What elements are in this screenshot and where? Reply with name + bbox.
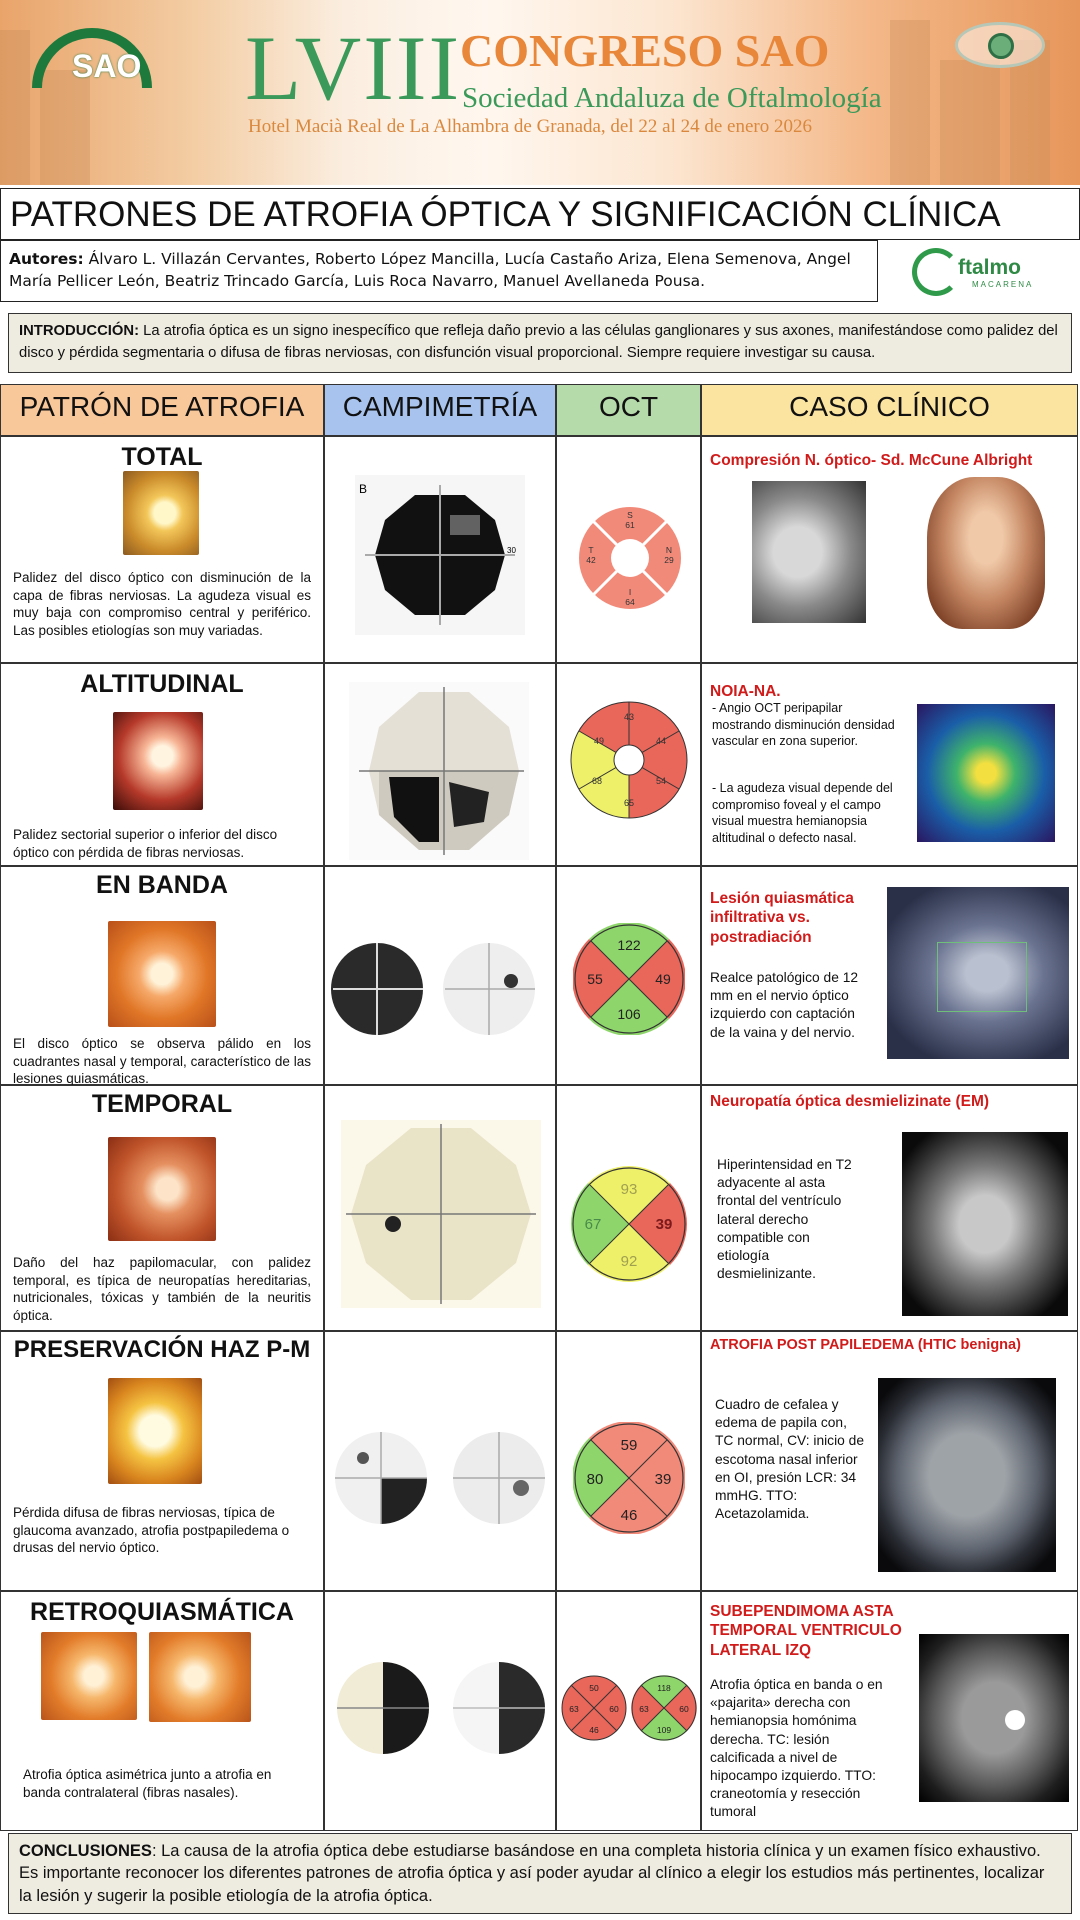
pattern-description: Atrofia óptica asimétrica junto a atrofia en banda contralateral (fibras nasales).: [23, 1767, 272, 1800]
visual-field-preservacion: [333, 1428, 549, 1530]
oct-chart-preservacion: [573, 1422, 685, 1534]
svg-text:67: 67: [584, 1216, 602, 1233]
svg-text:30: 30: [507, 546, 516, 555]
pattern-name: RETROQUIASMÁTICA: [30, 1598, 294, 1626]
ct-scan-image: [752, 481, 866, 623]
visual-field-en-banda: [329, 939, 551, 1041]
svg-text:39: 39: [655, 1216, 673, 1233]
pattern-name: EN BANDA: [96, 871, 228, 899]
svg-text:55: 55: [587, 971, 603, 987]
fundus-photo: [108, 1378, 202, 1484]
conclusions-text: : La causa de la atrofia óptica debe estudiarse basándose en una completa historia clínica y un examen físico exhaustivo. Es importante reconocer los diferentes patrones de atrofia óptica y así poder ayudar al clínico a elegir los estudios más pertinentes, localizar la lesión y sugerir la posible etiología de la atrofia óptica.: [19, 1842, 1045, 1905]
pattern-description: Pérdida difusa de fibras nerviosas, típica de glaucoma avanzado, atrofia postpapiledema o drusas del nervio óptico.: [13, 1505, 290, 1556]
vf-cell: [324, 436, 556, 663]
header-pattern: PATRÓN DE ATROFIA: [0, 384, 324, 436]
case-cell: [701, 1331, 1078, 1591]
authors-label: Autores:: [9, 250, 84, 268]
svg-text:65: 65: [623, 798, 635, 808]
oct-cell: [556, 1085, 701, 1331]
oct-chart-temporal: [571, 1166, 687, 1282]
pattern-description: Daño del haz papilomacular, con palidez temporal, es típica de neuropatías hereditarias, nutricionales, tóxicas y también de la neuritis óptica.: [13, 1255, 311, 1323]
row-preservacion: [0, 1331, 1078, 1591]
case-text: Hiperintensidad en T2 adyacente al asta frontal del ventrículo lateral derecho compatible con etiología desmielinizante.: [717, 1157, 852, 1282]
row-altitudinal: [0, 663, 1078, 866]
svg-text:60: 60: [679, 1704, 689, 1714]
eye-logo-icon: [955, 22, 1045, 68]
oct-cell: [556, 866, 701, 1085]
oct-chart-altitudinal: [569, 700, 689, 820]
case-text: Realce patológico de 12 mm en el nervio óptico izquierdo con captación de la vaina y del nervio.: [710, 970, 859, 1040]
case-text: Atrofia óptica en banda o en «pajarita» derecha con hemianopsia homónima derecha. TC: lesión calcificada a nivel de hipocampo izquierdo. TTO: craneotomía y resección tumoral: [710, 1677, 883, 1820]
oct-cell: [556, 1591, 701, 1831]
oct-chart-en-banda: [573, 923, 685, 1035]
svg-text:63: 63: [639, 1704, 649, 1714]
visual-field-retroquiasmatica: [333, 1658, 549, 1758]
svg-text:60: 60: [609, 1704, 619, 1714]
svg-text:122: 122: [617, 937, 641, 953]
case-title: SUBEPENDIMOMA ASTA TEMPORAL VENTRICULO LATERAL IZQ: [710, 1603, 902, 1659]
pattern-cell: [0, 1331, 324, 1591]
svg-text:63: 63: [569, 1704, 579, 1714]
svg-text:S: S: [627, 510, 633, 520]
fundus-photo-od: [41, 1632, 137, 1720]
svg-text:61: 61: [625, 520, 635, 530]
case-cell: [701, 1085, 1078, 1331]
conclusions-box: [8, 1833, 1072, 1914]
congress-title: CONGRESO SAO: [460, 25, 830, 76]
svg-text:54: 54: [655, 776, 667, 786]
svg-text:42: 42: [586, 555, 596, 565]
venue-line: Hotel Macià Real de La Alhambra de Granada, del 22 al 24 de enero 2026: [248, 116, 812, 137]
pattern-name: ALTITUDINAL: [80, 670, 244, 698]
svg-text:39: 39: [654, 1471, 672, 1488]
fundus-photo-oi: [149, 1632, 251, 1722]
svg-text:68: 68: [591, 776, 603, 786]
oct-chart-total: [575, 503, 685, 613]
fundus-photo: [123, 471, 199, 555]
svg-text:109: 109: [656, 1725, 672, 1735]
patterns-table: [0, 384, 1078, 1831]
row-total: [0, 436, 1078, 663]
authors-box: [0, 240, 878, 302]
case-cell: [701, 436, 1078, 663]
case-text: Cuadro de cefalea y edema de papila con, TC normal, CV: inicio de escotoma nasal inferior en OI, presión LCR: 34 mmHG. TTO: Acetazolamida.: [715, 1397, 865, 1522]
svg-text:46: 46: [589, 1725, 599, 1735]
pattern-description: Palidez del disco óptico con disminución de la capa de fibras nerviosas. La agudeza visual es muy baja con compromiso central y periférico. Las posibles etiologías son muy variadas.: [13, 570, 311, 638]
header-oct: OCT: [556, 384, 701, 436]
svg-text:46: 46: [620, 1507, 638, 1524]
svg-text:64: 64: [625, 597, 635, 607]
mri-scan-image: [887, 887, 1069, 1059]
svg-text:29: 29: [664, 555, 674, 565]
ct-brain-calcified-image: [919, 1634, 1069, 1802]
pattern-cell: [0, 663, 324, 866]
oct-cell: [556, 436, 701, 663]
fundus-photo: [108, 1137, 216, 1241]
mri-brain-image: [902, 1132, 1068, 1316]
pattern-cell: [0, 436, 324, 663]
visual-field-temporal: [341, 1120, 541, 1308]
society-name: Sociedad Andaluza de Oftalmología: [462, 82, 882, 114]
oct-cell: [556, 663, 701, 866]
row-retroquiasmatica: [0, 1591, 1078, 1831]
vf-cell: [324, 1331, 556, 1591]
pattern-name: TEMPORAL: [91, 1090, 233, 1118]
sao-logo: SAO: [32, 28, 152, 88]
case-bullet-2: - La agudeza visual depende del compromiso foveal y el campo visual muestra hemianopsia altitudinal o defecto nasal.: [712, 781, 893, 845]
3d-skull-image: [927, 477, 1045, 629]
pattern-name: TOTAL: [121, 443, 203, 471]
header-vf: CAMPIMETRÍA: [324, 384, 556, 436]
svg-text:80: 80: [586, 1471, 604, 1488]
case-title: Compresión N. óptico- Sd. McCune Albright: [710, 452, 1033, 469]
fundus-photo: [113, 712, 203, 810]
vf-cell: [324, 866, 556, 1085]
svg-text:59: 59: [620, 1437, 638, 1454]
pattern-cell: [0, 866, 324, 1085]
vf-cell: [324, 1591, 556, 1831]
intro-text: La atrofia óptica es un signo inespecífico que refleja daño previo a las células ganglionares y sus axones, manifestándose como palidez del disco y pérdida segmentaria o difusa de fibras nerviosas, con disfunción visual proporcional. Siempre requiere investigar su causa.: [19, 323, 1058, 362]
header-banner: [0, 0, 1080, 185]
case-title: NOIA-NA.: [710, 683, 781, 700]
case-cell: [701, 866, 1078, 1085]
svg-text:50: 50: [589, 1683, 599, 1693]
svg-text:44: 44: [655, 736, 667, 746]
case-title: Lesión quiasmática infiltrativa vs. postradiación: [710, 890, 854, 946]
svg-text:T: T: [588, 545, 594, 555]
oct-cell: [556, 1331, 701, 1591]
svg-text:43: 43: [623, 712, 635, 722]
header-case: CASO CLÍNICO: [701, 384, 1078, 436]
ct-brain-image: [878, 1378, 1056, 1572]
fundus-photo: [108, 921, 216, 1027]
vf-cell: [324, 1085, 556, 1331]
pattern-cell: [0, 1591, 324, 1831]
oftalmo-macarena-logo: ftalmo MACARENA: [910, 242, 1050, 300]
pattern-description: Palidez sectorial superior o inferior del disco óptico con pérdida de fibras nerviosas.: [13, 827, 278, 860]
intro-label: INTRODUCCIÓN:: [19, 323, 140, 339]
case-cell: [701, 663, 1078, 866]
case-cell: [701, 1591, 1078, 1831]
introduction-box: [8, 313, 1072, 373]
poster-title: PATRONES DE ATROFIA ÓPTICA Y SIGNIFICACIÓN CLÍNICA: [0, 188, 1080, 240]
conclusions-label: CONCLUSIONES: [19, 1842, 152, 1860]
oct-chart-retro-od: [560, 1674, 628, 1742]
visual-field-altitudinal: [349, 682, 529, 860]
pattern-name: PRESERVACIÓN HAZ P-M: [13, 1336, 311, 1363]
svg-text:N: N: [665, 545, 673, 555]
case-title: ATROFIA POST PAPILEDEMA (HTIC benigna): [710, 1337, 1021, 1353]
svg-text:92: 92: [620, 1253, 638, 1270]
svg-text:B: B: [359, 482, 368, 496]
svg-text:106: 106: [617, 1006, 641, 1022]
vf-cell: [324, 663, 556, 866]
visual-field-total: [355, 475, 525, 635]
svg-text:49: 49: [655, 971, 671, 987]
oct-chart-retro-oi: [630, 1674, 698, 1742]
svg-text:49: 49: [593, 736, 605, 746]
row-temporal: [0, 1085, 1078, 1331]
svg-text:93: 93: [620, 1181, 638, 1198]
svg-text:I: I: [628, 587, 632, 597]
row-en-banda: [0, 866, 1078, 1085]
authors-names: Álvaro L. Villazán Cervantes, Roberto López Mancilla, Lucía Castaño Ariza, Elena Semenova, Angel María Pellicer León, Beatriz Trincado García, Luis Roca Navarro, Manuel Avellaneda Pousa.: [9, 250, 851, 290]
pattern-cell: [0, 1085, 324, 1331]
svg-text:118: 118: [657, 1683, 671, 1693]
case-bullet-1: - Angio OCT peripapilar mostrando disminución densidad vascular en zona superior.: [712, 701, 895, 748]
pattern-description: El disco óptico se observa pálido en los cuadrantes nasal y temporal, característico de las lesiones quiasmáticas.: [13, 1036, 311, 1087]
angio-oct-image: [917, 704, 1055, 842]
case-title: Neuropatía óptica desmielizinate (EM): [710, 1093, 990, 1110]
congress-number: LVIII: [245, 17, 462, 119]
